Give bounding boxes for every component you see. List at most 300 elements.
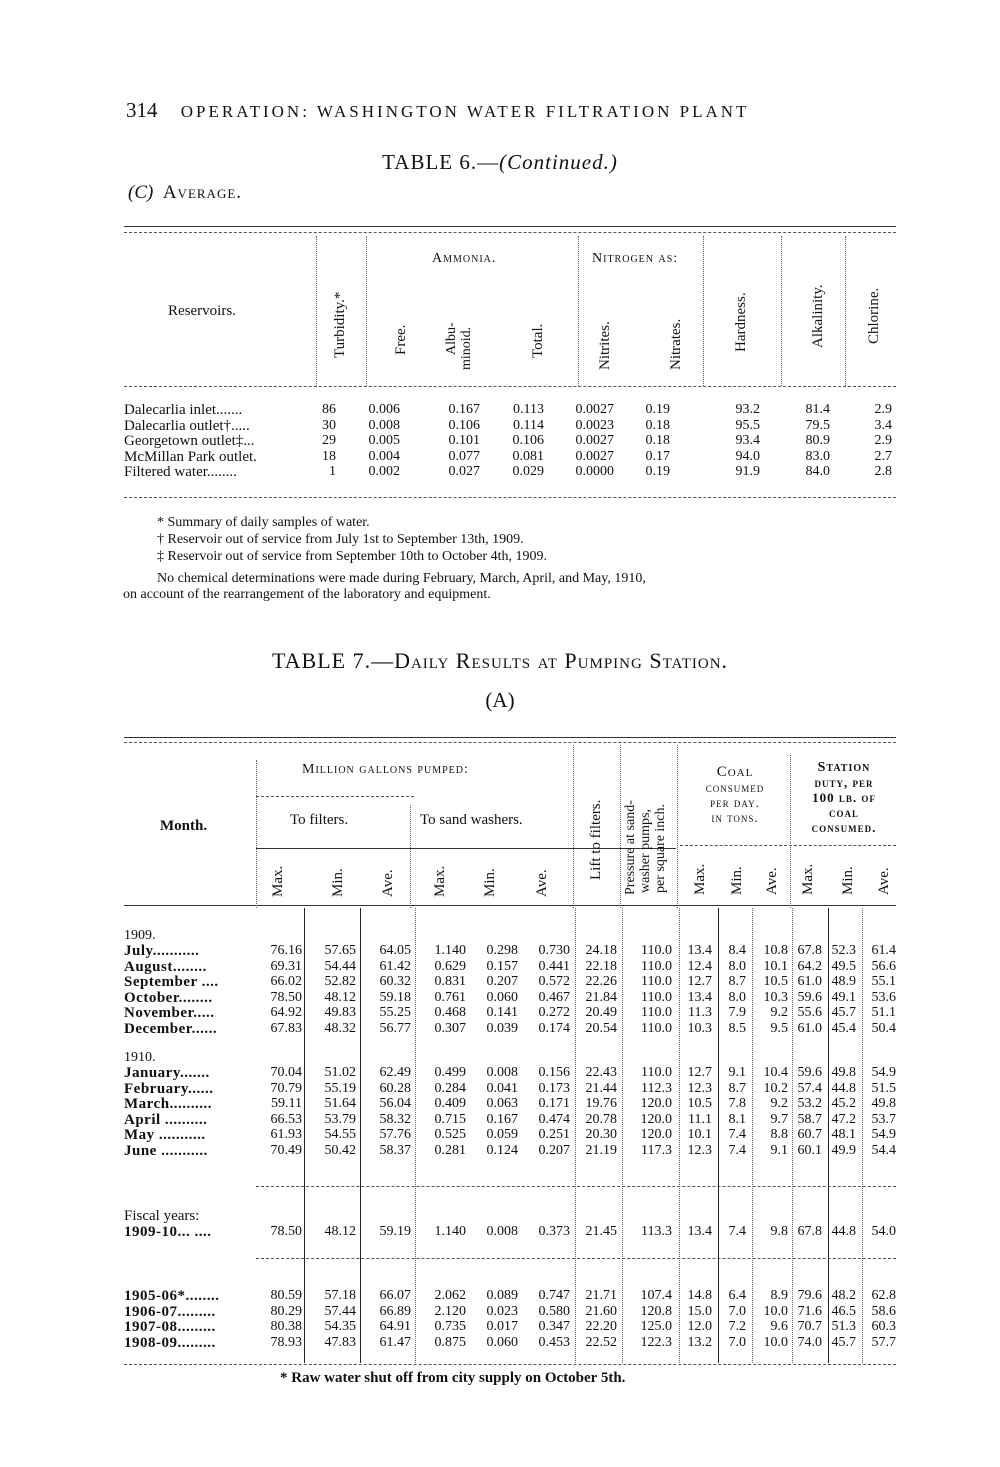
cell-coal-max: 12.4 [687,958,712,974]
cell-duty-max: 53.2 [797,1096,822,1111]
cell-lift: 21.19 [585,1142,617,1158]
cell-coal-max: 12.7 [687,1065,712,1080]
cell-pressure: 117.3 [641,1142,672,1158]
cell-nitrates: 0.18 [645,417,670,433]
cell-nitrates: 0.18 [645,433,670,448]
cell-duty-max: 67.8 [797,943,822,958]
cell-filters-ave: 64.05 [379,943,411,958]
cell-filters-ave: 59.18 [379,989,411,1005]
cell-chlorine: 2.7 [874,448,892,464]
cell-lift: 21.60 [585,1303,617,1319]
cell-filters-max: 66.02 [270,974,302,989]
cell-sand-max: 1.140 [434,943,466,958]
cell-coal-ave: 8.8 [770,1127,788,1142]
divider [410,805,411,908]
cell-duty-ave: 60.3 [871,1319,896,1334]
cell-duty-max: 74.0 [797,1334,822,1350]
cell-hardness: 95.5 [735,417,760,433]
month-label: November..... [124,1005,215,1021]
cell-sand-min: 0.167 [486,1111,518,1127]
subheader-ave: Ave. [534,869,550,897]
divider [620,745,621,908]
cell-filters-ave: 59.19 [379,1224,411,1239]
table6-footnote: † Reservoir out of service from July 1st to September 13th, 1909. [157,532,524,547]
header-albuminoid-1: Albu- [444,322,459,355]
cell-duty-min: 45.7 [831,1334,856,1350]
cell-duty-min: 49.1 [831,989,856,1005]
rule [680,845,896,846]
subheader-min: Min. [840,866,856,895]
cell-nitrites: 0.0023 [575,417,614,433]
column-divider [828,908,829,1363]
cell-sand-min: 0.041 [486,1080,518,1096]
header-coal-line: consumed [705,780,765,795]
cell-sand-ave: 0.373 [538,1224,570,1239]
cell-duty-max: 58.7 [797,1111,822,1127]
cell-turbidity: 29 [322,433,336,448]
cell-pressure: 120.0 [640,1127,672,1142]
month-label: July........... [124,943,200,959]
cell-coal-min: 8.4 [728,943,746,958]
subheader-min: Min. [729,866,745,895]
cell-filters-min: 54.35 [324,1319,356,1334]
header-nitrates: Nitrates. [668,318,684,370]
cell-duty-max: 60.1 [797,1142,822,1158]
cell-coal-ave: 10.5 [763,974,788,989]
cell-filters-min: 55.19 [324,1080,356,1096]
table6-footnote: ‡ Reservoir out of service from September 10th to October 4th, 1909. [157,549,547,564]
header-coal-line: in tons. [711,810,759,825]
cell-duty-min: 49.5 [831,958,856,974]
table6-top-rule-2 [124,232,896,233]
cell-lift: 20.49 [585,1005,617,1020]
cell-filters-max: 80.59 [270,1288,302,1303]
column-divider [415,908,416,1363]
cell-coal-min: 7.0 [728,1303,746,1319]
cell-duty-max: 70.7 [797,1319,822,1334]
cell-hardness: 93.4 [735,433,760,448]
cell-duty-ave: 53.7 [871,1111,896,1127]
cell-albuminoid: 0.106 [448,417,480,433]
cell-nitrites: 0.0027 [575,448,614,464]
cell-sand-min: 0.060 [486,1334,518,1350]
header-ammonia: Ammonia. [432,251,497,266]
cell-duty-min: 45.4 [831,1020,856,1036]
table7-subtitle: (A) [485,688,515,712]
cell-filters-min: 49.83 [324,1005,356,1020]
cell-sand-max: 0.761 [434,989,466,1005]
cell-coal-ave: 10.3 [763,989,788,1005]
cell-free: 0.004 [368,448,400,464]
month-label: October........ [124,989,213,1006]
cell-duty-min: 48.1 [831,1127,856,1142]
fiscal-label: Fiscal years: [124,1208,200,1224]
divider [366,236,367,386]
divider [845,236,846,386]
cell-lift: 21.45 [585,1224,617,1239]
cell-filters-min: 51.02 [324,1065,356,1080]
cell-filters-min: 51.64 [324,1096,356,1111]
cell-filters-ave: 58.37 [379,1142,411,1158]
cell-coal-ave: 9.8 [770,1224,788,1239]
cell-nitrates: 0.19 [645,402,670,417]
month-label: 1905-06*........ [124,1288,220,1304]
cell-filters-min: 54.55 [324,1127,356,1142]
table6-title-italic: (Continued.) [499,150,618,174]
cell-nitrates: 0.19 [645,464,670,479]
subheader-max: Max. [432,865,448,897]
cell-lift: 21.84 [585,989,617,1005]
cell-sand-ave: 0.441 [538,958,570,974]
cell-sand-min: 0.017 [486,1319,518,1334]
cell-coal-min: 9.1 [728,1065,746,1080]
cell-duty-ave: 62.8 [871,1288,896,1303]
cell-lift: 20.78 [585,1111,617,1127]
cell-filters-min: 48.12 [324,1224,356,1239]
cell-coal-ave: 9.2 [770,1096,788,1111]
cell-coal-min: 7.4 [728,1142,746,1158]
table6-title-text: TABLE 6.— [382,150,500,174]
divider [573,745,574,908]
cell-pressure: 112.3 [641,1080,672,1096]
cell-duty-ave: 61.4 [871,943,896,958]
cell-duty-min: 45.2 [831,1096,856,1111]
cell-pressure: 110.0 [641,1020,672,1036]
fiscal-top-rule [256,1186,896,1187]
cell-sand-max: 0.735 [434,1319,466,1334]
cell-pressure: 125.0 [640,1319,672,1334]
cell-duty-min: 44.8 [831,1224,856,1239]
cell-hardness: 91.9 [735,464,760,479]
cell-sand-min: 0.060 [486,989,518,1005]
cell-nitrites: 0.0027 [575,433,614,448]
cell-filters-min: 57.44 [324,1303,356,1319]
cell-duty-min: 52.3 [831,943,856,958]
header-coal-line: Coal [716,764,754,780]
cell-total: 0.081 [512,448,544,464]
cell-duty-max: 55.6 [797,1005,822,1020]
cell-filters-max: 70.49 [270,1142,302,1158]
table6-top-rule [124,226,896,227]
column-divider [862,908,863,1363]
cell-filters-max: 67.83 [270,1020,302,1036]
subheader-min: Min. [330,868,346,897]
cell-duty-max: 60.7 [797,1127,822,1142]
cell-filters-min: 54.44 [324,958,356,974]
cell-sand-ave: 0.453 [538,1334,570,1350]
cell-filters-min: 48.12 [324,989,356,1005]
table7-title-text: TABLE 7.—Daily Results at Pumping Station. [271,648,729,673]
subheader-max: Max. [692,863,708,895]
cell-filters-max: 66.53 [270,1111,302,1127]
cell-turbidity: 1 [329,464,336,479]
cell-coal-ave: 10.2 [763,1080,788,1096]
cell-pressure: 110.0 [641,943,672,958]
header-duty-line: consumed. [811,820,877,835]
cell-duty-ave: 51.1 [871,1005,896,1020]
cell-coal-ave: 10.0 [763,1303,788,1319]
header-chlorine: Chlorine. [866,287,882,344]
cell-coal-max: 11.1 [688,1111,712,1127]
cell-sand-max: 0.525 [434,1127,466,1142]
cell-alkalinity: 81.4 [805,402,830,417]
cell-free: 0.002 [368,464,400,479]
header-duty-line: 100 lb. of [812,790,876,805]
cell-nitrites: 0.0027 [575,402,614,417]
header-nitrites: Nitrites. [597,321,613,370]
header-reservoirs: Reservoirs. [168,303,236,319]
cell-coal-max: 12.0 [687,1319,712,1334]
cell-filters-max: 70.79 [270,1080,302,1096]
cell-pressure: 120.0 [640,1096,672,1111]
header-duty-line: Station [817,760,871,775]
cell-coal-ave: 9.6 [770,1319,788,1334]
cell-lift: 21.71 [585,1288,617,1303]
cell-sand-max: 0.307 [434,1020,466,1036]
cell-sand-max: 0.499 [434,1065,466,1080]
cell-coal-min: 7.8 [728,1096,746,1111]
header-to-filters: To filters. [290,812,349,828]
column-divider [622,908,623,1363]
divider [781,236,782,386]
cell-duty-ave: 53.6 [871,989,896,1005]
header-turbidity: Turbidity.* [332,291,348,358]
cell-sand-min: 0.008 [486,1065,518,1080]
month-label: December...... [124,1020,218,1037]
cell-nitrates: 0.17 [645,448,670,464]
cell-filters-max: 70.04 [270,1065,302,1080]
month-label: 1907-08......... [124,1319,216,1335]
cell-filters-max: 78.93 [270,1334,302,1350]
cell-alkalinity: 84.0 [805,464,830,479]
cell-sand-max: 0.281 [434,1142,466,1158]
cell-duty-ave: 54.4 [871,1142,896,1158]
cell-sand-ave: 0.467 [538,989,570,1005]
fiscal-bottom-rule [256,1258,896,1259]
subheader-max: Max. [270,865,286,897]
table6-note: on account of the rearrangement of the laboratory and equipment. [123,587,491,602]
cell-hardness: 94.0 [735,448,760,464]
cell-duty-ave: 54.9 [871,1065,896,1080]
cell-sand-max: 0.715 [434,1111,466,1127]
cell-pressure: 110.0 [641,1065,672,1080]
cell-lift: 24.18 [585,943,617,958]
cell-filters-min: 57.65 [324,943,356,958]
cell-coal-ave: 10.1 [763,958,788,974]
cell-filters-max: 80.38 [270,1319,302,1334]
table7-bottom-rule [124,1364,896,1365]
cell-coal-min: 8.1 [728,1111,746,1127]
cell-filters-ave: 60.32 [379,974,411,989]
cell-duty-min: 49.8 [831,1065,856,1080]
month-label: January....... [124,1065,210,1081]
header-free: Free. [393,324,409,355]
cell-duty-ave: 54.9 [871,1127,896,1142]
cell-coal-min: 7.4 [728,1224,746,1239]
cell-pressure: 110.0 [641,974,672,989]
month-label: April .......... [124,1111,208,1128]
cell-lift: 19.76 [585,1096,617,1111]
table7-title [0,648,1000,674]
cell-duty-ave: 51.5 [871,1080,896,1096]
cell-sand-ave: 0.207 [538,1142,570,1158]
divider [256,760,257,908]
table6-subtitle-prefix: (C) [128,182,154,203]
column-divider [679,908,680,1363]
month-label: 1906-07......... [124,1303,216,1320]
cell-filters-max: 80.29 [270,1303,302,1319]
cell-duty-min: 49.9 [831,1142,856,1158]
cell-sand-ave: 0.171 [538,1096,570,1111]
cell-filters-min: 52.82 [324,974,356,989]
table6-header-bottom-rule [124,386,896,387]
cell-pressure: 107.4 [640,1288,672,1303]
header-total: Total. [530,323,546,358]
cell-sand-ave: 0.173 [538,1080,570,1096]
cell-filters-max: 78.50 [270,989,302,1005]
cell-coal-min: 7.9 [728,1005,746,1020]
table6-subtitle-text: Average. [162,182,243,203]
cell-sand-max: 0.831 [434,974,466,989]
cell-sand-max: 2.120 [434,1303,466,1319]
header-duty-line: coal [828,805,859,820]
cell-duty-ave: 56.6 [871,958,896,974]
cell-filters-min: 57.18 [324,1288,356,1303]
cell-sand-max: 0.875 [434,1334,466,1350]
cell-pressure: 113.3 [641,1224,672,1239]
column-divider [360,908,361,1363]
cell-filters-ave: 62.49 [379,1065,411,1080]
year-label: 1910. [124,1050,156,1065]
year-label: 1909. [124,928,156,943]
table6-subtitle [128,182,242,204]
reservoir-name: McMillan Park outlet. [124,448,257,465]
header-month: Month. [160,818,208,834]
cell-coal-ave: 9.5 [770,1020,788,1036]
cell-duty-max: 67.8 [797,1224,822,1239]
cell-coal-ave: 9.1 [770,1142,788,1158]
cell-pressure: 110.0 [641,1005,672,1020]
header-coal-consumed [680,765,790,825]
header-albuminoid-2: minoid. [459,326,474,370]
cell-chlorine: 3.4 [874,417,892,433]
header-pressure-1: Pressure at sand- [623,800,638,895]
month-label: 1908-09......... [124,1334,216,1351]
cell-filters-ave: 55.25 [379,1005,411,1020]
cell-duty-min: 46.5 [831,1303,856,1319]
cell-turbidity: 18 [322,448,336,464]
table7-top-rule-2 [124,742,896,743]
cell-sand-max: 0.284 [434,1080,466,1096]
column-divider [752,908,753,1363]
cell-sand-min: 0.059 [486,1127,518,1142]
table7-footnote: * Raw water shut off from city supply on October 5th. [280,1370,626,1386]
reservoir-name: Dalecarlia inlet....... [124,402,243,418]
cell-lift: 22.20 [585,1319,617,1334]
cell-coal-min: 8.0 [728,958,746,974]
cell-coal-max: 15.0 [687,1303,712,1319]
cell-turbidity: 86 [322,402,336,417]
cell-lift: 22.18 [585,958,617,974]
cell-sand-min: 0.298 [486,943,518,958]
header-lift-to-filters: Lift to filters. [588,799,604,880]
column-divider [792,908,793,1363]
cell-sand-min: 0.207 [486,974,518,989]
cell-sand-max: 0.409 [434,1096,466,1111]
cell-coal-ave: 9.2 [770,1005,788,1020]
cell-sand-ave: 0.251 [538,1127,570,1142]
cell-duty-min: 48.9 [831,974,856,989]
cell-filters-ave: 61.47 [379,1334,411,1350]
table7-header-bottom-rule [124,905,896,906]
cell-coal-max: 10.1 [687,1127,712,1142]
cell-sand-max: 0.629 [434,958,466,974]
cell-coal-min: 7.0 [728,1334,746,1350]
cell-alkalinity: 80.9 [805,433,830,448]
cell-nitrites: 0.0000 [575,464,614,479]
cell-coal-ave: 10.0 [763,1334,788,1350]
cell-duty-max: 71.6 [797,1303,822,1319]
cell-coal-max: 13.2 [687,1334,712,1350]
page-number: 314 [126,98,158,122]
cell-filters-ave: 58.32 [379,1111,411,1127]
cell-total: 0.106 [512,433,544,448]
cell-coal-min: 8.5 [728,1020,746,1036]
cell-sand-min: 0.157 [486,958,518,974]
cell-total: 0.029 [512,464,544,479]
cell-duty-max: 57.4 [797,1080,822,1096]
cell-sand-min: 0.089 [486,1288,518,1303]
cell-duty-max: 61.0 [797,974,822,989]
cell-filters-ave: 56.04 [379,1096,411,1111]
cell-lift: 22.26 [585,974,617,989]
cell-sand-min: 0.141 [486,1005,518,1020]
cell-coal-max: 11.3 [688,1005,712,1020]
cell-filters-max: 69.31 [270,958,302,974]
cell-filters-ave: 57.76 [379,1127,411,1142]
cell-chlorine: 2.9 [874,433,892,448]
cell-alkalinity: 83.0 [805,448,830,464]
cell-free: 0.005 [368,433,400,448]
cell-filters-min: 48.32 [324,1020,356,1036]
cell-sand-ave: 0.156 [538,1065,570,1080]
cell-total: 0.114 [513,417,544,433]
header-nitrogen-as: Nitrogen as: [592,251,679,266]
subheader-ave: Ave. [876,867,892,895]
cell-duty-max: 59.6 [797,989,822,1005]
cell-turbidity: 30 [322,417,336,433]
cell-alkalinity: 79.5 [805,417,830,433]
table7-top-rule [124,737,896,738]
table6-footnote: * Summary of daily samples of water. [157,515,370,530]
cell-coal-ave: 10.4 [763,1065,788,1080]
cell-duty-min: 48.2 [831,1288,856,1303]
cell-duty-ave: 57.7 [871,1334,896,1350]
divider [703,236,704,386]
cell-filters-min: 47.83 [324,1334,356,1350]
divider [790,755,791,908]
divider [578,236,579,386]
cell-sand-ave: 0.347 [538,1319,570,1334]
running-head [126,98,749,123]
cell-hardness: 93.2 [735,402,760,417]
cell-chlorine: 2.8 [874,464,892,479]
cell-total: 0.113 [513,402,544,417]
cell-coal-max: 13.4 [687,943,712,958]
header-alkalinity: Alkalinity. [810,284,826,348]
cell-duty-min: 45.7 [831,1005,856,1020]
table6-title [0,150,1000,175]
